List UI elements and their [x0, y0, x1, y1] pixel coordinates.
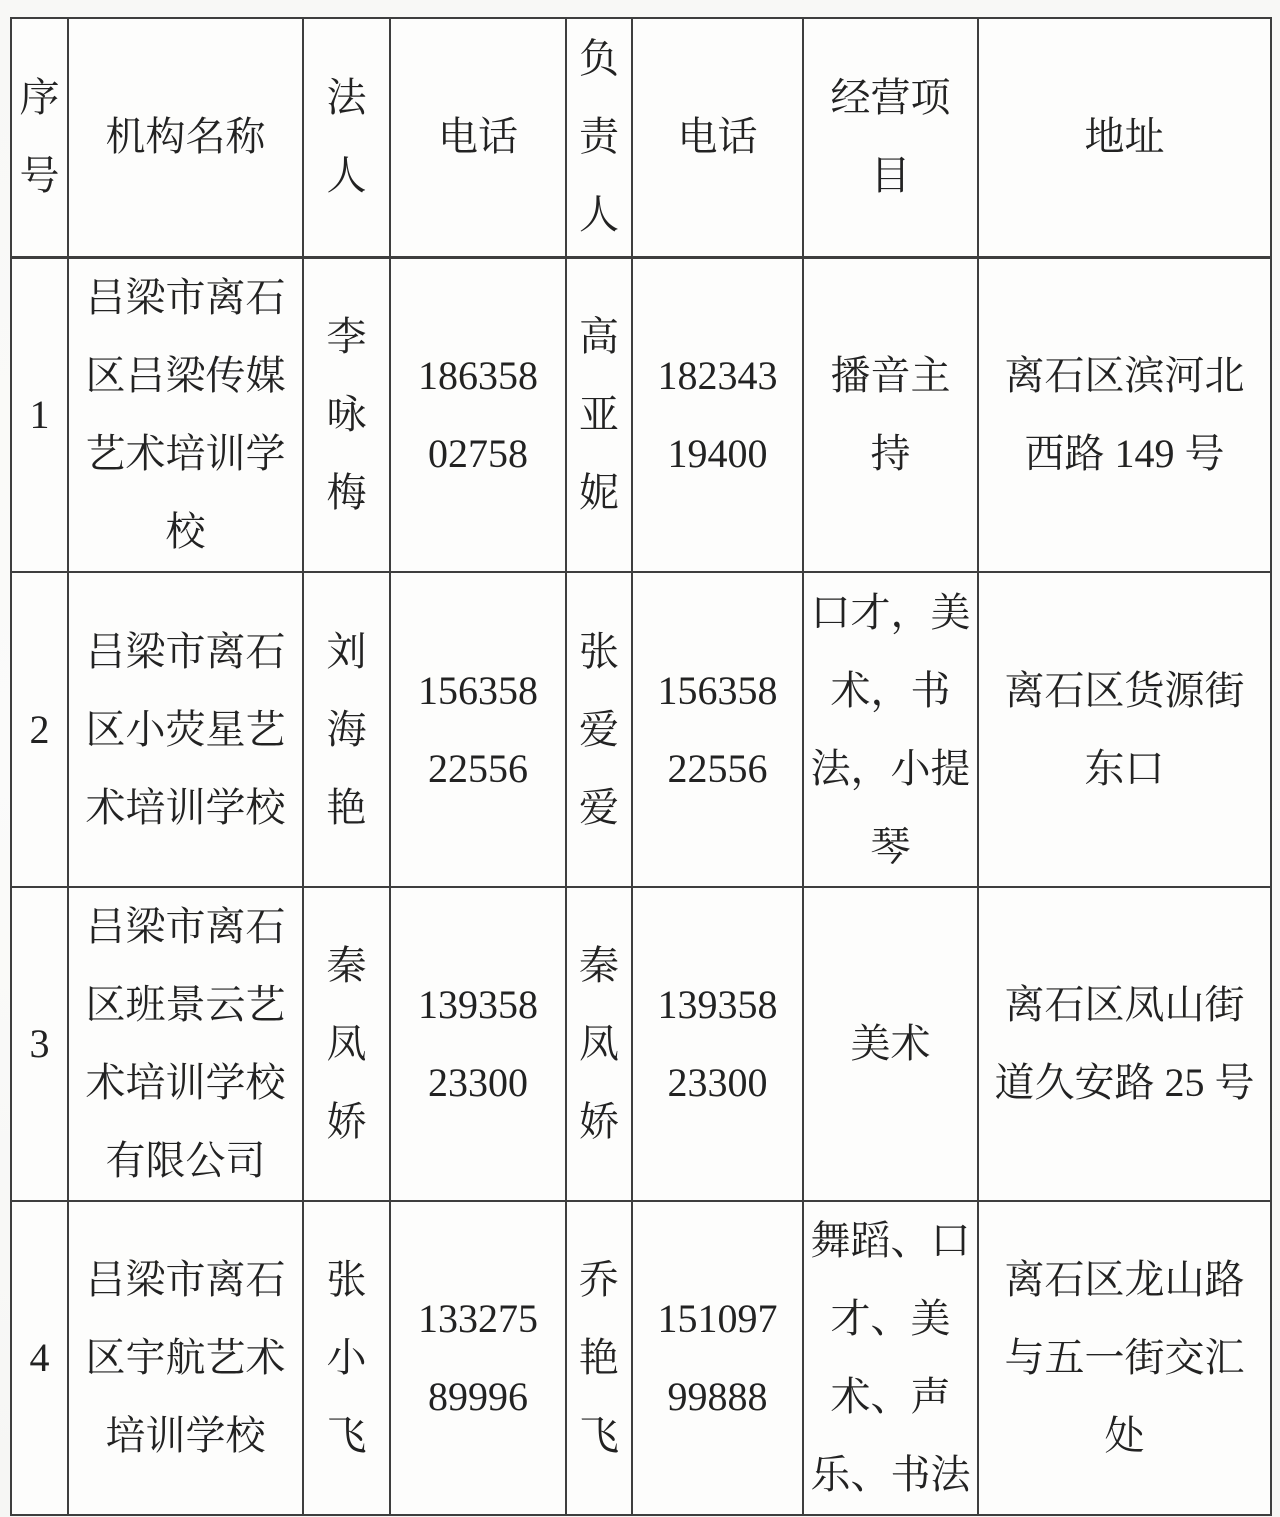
table-row [11, 887, 1271, 1201]
cell-legal-person [303, 572, 390, 887]
cell-manager [566, 572, 632, 887]
cell-serial [11, 572, 68, 887]
cell-address [978, 1201, 1271, 1515]
table-row [11, 257, 1271, 572]
cell-org-name [68, 572, 303, 887]
column-header-manager-label: 负责人 [579, 36, 619, 238]
column-header-serial-label: 序号 [19, 75, 60, 199]
table-row [11, 1201, 1271, 1515]
cell-business-items [803, 887, 978, 1201]
serial-number: 4 [29, 1335, 50, 1380]
legal-phone-number: 13327589996 [418, 1296, 538, 1419]
cell-address [978, 572, 1271, 887]
serial-number: 1 [29, 391, 50, 437]
cell-manager [566, 1201, 632, 1515]
cell-legal-person [303, 1201, 390, 1515]
cell-legal-phone [390, 572, 566, 887]
legal-person-name: 张小飞 [326, 1257, 367, 1458]
cell-org-name [68, 257, 303, 572]
legal-person-name: 李咏梅 [326, 313, 367, 515]
cell-serial [11, 887, 68, 1201]
address: 离石区凤山街道久安路 25 号 [994, 982, 1255, 1105]
header-row [11, 18, 1271, 257]
cell-address [978, 257, 1271, 572]
column-header-address [978, 18, 1271, 257]
column-header-org-name-label: 机构名称 [105, 114, 266, 160]
cell-legal-person [303, 887, 390, 1201]
cell-legal-phone [390, 1201, 566, 1515]
cell-business-items [803, 257, 978, 572]
table-row [11, 572, 1271, 887]
org-name: 吕梁市离石区吕梁传媒艺术培训学校 [85, 274, 286, 554]
cell-legal-person [303, 257, 390, 572]
business-items: 美术 [850, 1021, 931, 1066]
org-name: 吕梁市离石区宇航艺术培训学校 [85, 1257, 286, 1458]
cell-manager [566, 887, 632, 1201]
column-header-org-name [68, 18, 303, 257]
manager-phone-number: 13935823300 [657, 982, 778, 1105]
cell-legal-phone [390, 257, 566, 572]
address: 离石区龙山路与五一街交汇处 [1004, 1257, 1245, 1458]
column-header-business-items [803, 18, 978, 257]
cell-manager-phone [632, 572, 803, 887]
column-header-legal-person [303, 18, 390, 257]
org-name: 吕梁市离石区班景云艺术培训学校有限公司 [85, 904, 286, 1183]
legal-phone-number: 18635802758 [418, 352, 538, 476]
cell-manager-phone [632, 1201, 803, 1515]
cell-manager [566, 257, 632, 572]
column-header-address-label: 地址 [1084, 114, 1165, 160]
column-header-manager [566, 18, 632, 257]
institutions-table [10, 17, 1272, 1516]
manager-name: 高亚妮 [579, 313, 619, 515]
column-header-phone-2-label: 电话 [677, 114, 758, 160]
business-items: 口才，美术，书法，小提琴 [810, 589, 971, 869]
legal-person-name: 秦凤娇 [326, 943, 367, 1144]
column-header-phone-2 [632, 18, 803, 257]
cell-manager-phone [632, 887, 803, 1201]
manager-name: 张爱爱 [579, 628, 619, 830]
manager-phone-number: 15635822556 [657, 667, 778, 791]
column-header-phone-1 [390, 18, 566, 257]
cell-serial [11, 257, 68, 572]
cell-manager-phone [632, 257, 803, 572]
cell-org-name [68, 1201, 303, 1515]
legal-phone-number: 15635822556 [418, 667, 538, 791]
business-items: 舞蹈、口才、美术、声乐、书法 [810, 1218, 971, 1497]
legal-person-name: 刘海艳 [326, 628, 367, 830]
manager-phone-number: 15109799888 [657, 1296, 778, 1419]
column-header-phone-1-label: 电话 [438, 114, 518, 160]
column-header-business-items-label: 经营项目 [830, 75, 951, 199]
manager-name: 秦凤娇 [579, 943, 619, 1144]
manager-phone-number: 18234319400 [657, 352, 778, 476]
address: 离石区货源街东口 [1004, 667, 1245, 791]
cell-legal-phone [390, 887, 566, 1201]
cell-business-items [803, 572, 978, 887]
column-header-serial [11, 18, 68, 257]
cell-business-items [803, 1201, 978, 1515]
serial-number: 2 [29, 706, 50, 752]
legal-phone-number: 13935823300 [418, 982, 538, 1105]
cell-serial [11, 1201, 68, 1515]
cell-org-name [68, 887, 303, 1201]
address: 离石区滨河北西路 149 号 [1004, 352, 1245, 476]
column-header-legal-person-label: 法人 [326, 75, 367, 199]
cell-address [978, 887, 1271, 1201]
serial-number: 3 [29, 1021, 50, 1066]
business-items: 播音主持 [830, 352, 951, 476]
org-name: 吕梁市离石区小荧星艺术培训学校 [85, 628, 286, 830]
manager-name: 乔艳飞 [579, 1257, 619, 1458]
